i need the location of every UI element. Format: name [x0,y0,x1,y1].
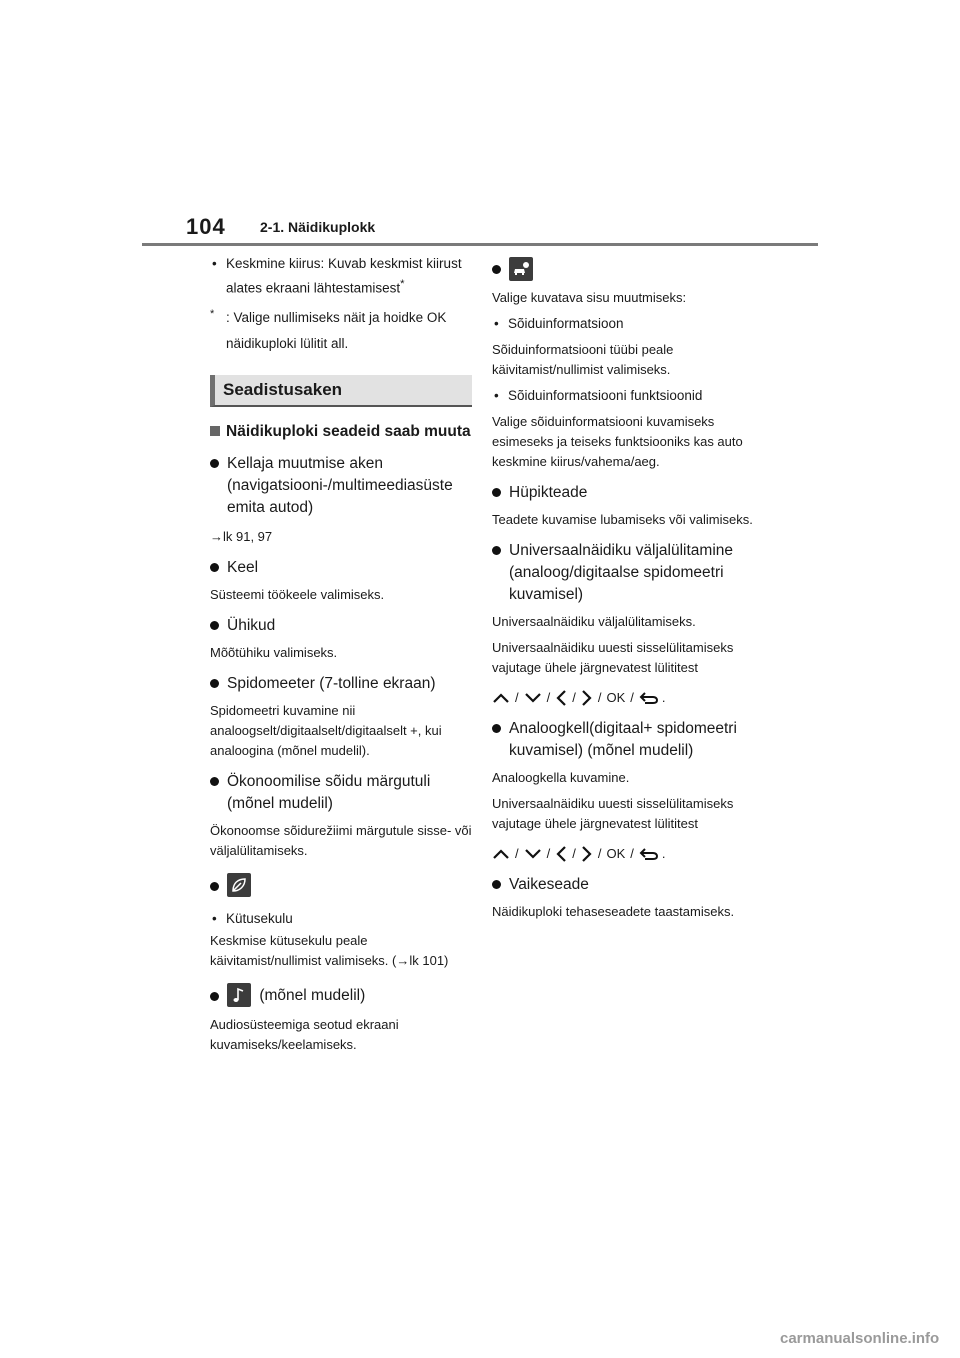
chevron-left-icon [555,845,567,863]
desc-drive-info: Sõiduinformatsiooni tüübi peale käivitamist/nullimist valimiseks. [492,342,674,377]
chevron-down-icon [524,692,542,704]
left-column [210,254,472,1055]
desc-info: Valige kuvatava sisu muutmiseks: [492,290,687,305]
desc-analog-1: Analoogkella kuvamine. [492,770,630,785]
item-default: Vaikeseade [492,874,754,896]
item-eco-icon [210,873,472,899]
leaf-icon [227,873,251,897]
car-info-icon [509,257,533,281]
desc-universal-2: Universaalnäidiku uuesti sisselülitamiseks vajutage ühele järgnevatest lülititest [492,640,734,675]
switch-symbols-1: / / / / OK / . [492,688,754,708]
chevron-left-icon [555,689,567,707]
item-info-icon [492,256,754,282]
chevron-up-icon [492,848,510,860]
item-analog-clock: Analoogkell(digitaal+ spidomeetri kuvamisel) (mõnel mudelil) [492,718,754,762]
square-heading: Näidikuploki seadeid saab muuta [210,421,472,443]
footnote: * : Valige nullimiseks näit ja hoidke OK näidikuploki lülitit all. [210,307,447,351]
ok-label: OK [606,846,626,861]
desc-audio: Audiosüsteemiga seotud ekraani kuvamiseks/keelamiseks. [210,1016,399,1052]
chevron-down-icon [524,848,542,860]
settings-heading: Seadistusaken [210,375,472,407]
desc-units: Mõõtühiku valimiseks. [210,644,338,660]
item-audio: (mõnel mudelil) [210,983,472,1009]
page-number: 104 [186,214,226,239]
desc-default: Näidikuploki tehaseseadete taastamiseks. [492,904,735,919]
item-popup: Hüpikteade [492,482,754,504]
bullet-drive-info: • Sõiduinformatsioon [492,314,754,334]
desc-universal-1: Universaalnäidiku väljalülitamiseks. [492,614,696,629]
item-eco-indicator: Ökonoomilise sõidu märgutuli (mõnel mudelil) [210,771,472,815]
bullet-fuel: • Kütusekulu [210,909,472,929]
item-speedometer: Spidomeeter (7-tolline ekraan) [210,673,472,695]
desc-language: Süsteemi töökeele valimiseks. [210,586,385,602]
right-column [492,254,754,922]
switch-symbols-2: / / / / OK / . [492,844,754,864]
item-language: Keel [210,557,472,579]
ref-clock: →lk 91, 97 [210,528,273,544]
header-rule [142,243,818,246]
chevron-right-icon [581,689,593,707]
desc-eco-indicator: Ökonoomse sõidurežiimi märgutule sisse- või väljalülitamiseks. [210,822,472,858]
bullet-average-speed: • Keskmine kiirus: Kuvab keskmist kiirust alates ekraani lähtestamisest* [210,254,472,299]
desc-analog-2: Universaalnäidiku uuesti sisselülitamiseks vajutage ühele järgnevatest lülititest [492,796,734,831]
desc-popup: Teadete kuvamise lubamiseks või valimiseks. [492,512,753,527]
music-note-icon [227,983,251,1007]
ok-label: OK [606,690,626,705]
item-universal-off: Universaalnäidiku väljalülitamine (analoog/digitaalse spidomeetri kuvamisel) [492,540,754,606]
chevron-up-icon [492,692,510,704]
bullet-drive-func: • Sõiduinformatsiooni funktsioonid [492,386,754,406]
section-title: 2-1. Näidikuplokk [260,219,376,235]
back-icon [639,691,659,705]
chevron-right-icon [581,845,593,863]
watermark: carmanualsonline.info [780,1330,940,1347]
desc-speedometer: Spidomeetri kuvamine nii analoogselt/digitaalselt/digitaalselt +, kui analoogina (mõnel mudelil). [210,702,442,758]
item-units: Ühikud [210,615,472,637]
desc-drive-func: Valige sõiduinformatsiooni kuvamiseks esimeseks ja teiseks funktsiooniks kas auto keskmine kiirus/vahema/aeg. [492,414,743,469]
back-icon [639,847,659,861]
desc-fuel: Keskmise kütusekulu peale käivitamist/nullimist valimiseks. (→lk 101) [210,932,449,968]
item-clock: Kellaja muutmise aken (navigatsiooni-/multimeediasüste emita autod) [210,453,472,519]
